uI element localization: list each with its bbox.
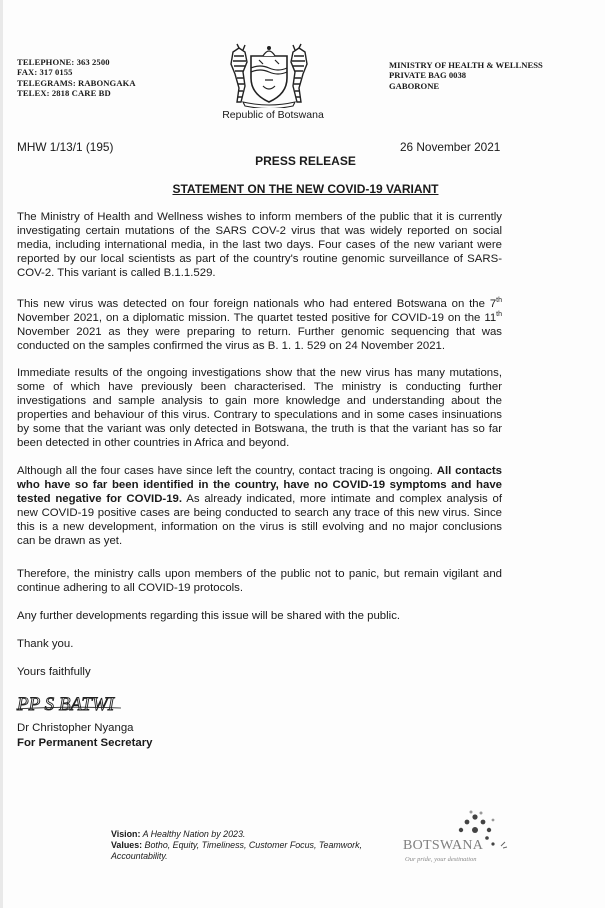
vision-line <box>111 829 401 840</box>
values-text: Botho, Equity, Timeliness, Customer Focus, Teamwork, Accountability. <box>111 840 362 862</box>
telex-line: TELEX: 2818 CARE BD <box>17 88 111 99</box>
paragraph-investigation: Immediate results of the ongoing investigations show that the new virus has many mutations, some of which have previously been characterised. The ministry is conducting further investigations and sample analysis to gain more knowledge and understanding about the properties and behaviour of this virus. Contrary to speculations and in some cases insinuations by some that the variant was only detected in Botswana, the truth is that the variant has so far been detected in other countries in Africa and beyond. <box>17 367 502 450</box>
coat-of-arms-icon <box>219 42 319 108</box>
footer-vision-values <box>111 829 401 863</box>
signer-name: Dr Christopher Nyanga <box>17 722 134 734</box>
paragraph-intro: The Ministry of Health and Wellness wishes to inform members of the public that it is currently investigating certain mutations of the SARS COV-2 virus that was widely reported on social media, including international media, in the last two days. Four cases of the new variant were reported by our local scientists as part of the country's routine genomic surveillance of SARS-COV-2. This variant is called B.1.1.529. <box>17 211 502 280</box>
ordinal-suffix: th <box>496 297 502 305</box>
statement-title: STATEMENT ON THE NEW COVID-19 VARIANT <box>172 182 439 196</box>
press-release-heading: PRESS RELEASE <box>255 154 356 168</box>
brand-wordmark: BOTSWANA <box>403 838 484 853</box>
brand-tagline: Our pride, your destination <box>405 856 477 863</box>
ministry-address <box>389 60 543 91</box>
reference-number: MHW 1/13/1 (195) <box>17 140 114 154</box>
paragraph-contact-tracing-part-1: Although all the four cases have since left the country, contact tracing is ongoing. <box>17 465 437 477</box>
paragraph-contact-tracing-emphasis: All contacts who have so far been identified in the country, have no COVID-19 symptoms and have tested negative for COVID-19. <box>17 465 502 506</box>
private-bag: PRIVATE BAG 0038 <box>389 70 467 81</box>
paragraph-further-developments: Any further developments regarding this issue will be shared with the public. <box>17 610 401 622</box>
paragraph-detection-part-1: This new virus was detected on four foreign nationals who had entered Botswana on the 7 <box>17 298 497 310</box>
paragraph-detection <box>17 297 502 353</box>
fax-line: FAX: 317 0155 <box>17 67 73 78</box>
paragraph-detection-part-2: November 2021, on a diplomatic mission. The quartet tested positive for COVID-19 on the 11 <box>17 312 497 325</box>
city: GABORONE <box>389 80 440 91</box>
signer-role: For Permanent Secretary <box>17 737 153 749</box>
paragraph-detection-part-3: November 2021 as they were preparing to return. Further genomic sequencing that was conducted on the samples confirmed the virus as B. 1. 1. 529 on 24 November 2021. <box>17 326 502 353</box>
paragraph-contact-tracing <box>17 464 502 549</box>
yours-faithfully: Yours faithfully <box>17 666 91 678</box>
telephone-line: TELEPHONE: 363 2500 <box>17 57 110 67</box>
signature <box>13 688 128 718</box>
signature-text: PP S BATWI <box>17 694 115 715</box>
vision-text: A Healthy Nation by 2023. <box>140 829 246 839</box>
paragraph-appeal: Therefore, the ministry calls upon members of the public not to panic, but remain vigilant and continue adhering to all COVID-19 protocols. <box>17 568 502 595</box>
ordinal-suffix: th <box>496 311 502 319</box>
release-date: 26 November 2021 <box>400 140 501 154</box>
values-label: Values: <box>111 840 143 851</box>
paragraph-contact-tracing-part-2: As already indicated, more intimate and complex analysis of new COVID-19 positive cases are being conducted to search any trace of this new virus. Since this is a new development, information on the virus is still evolving and no major conclusions can be drawn as yet. <box>17 493 502 548</box>
ministry-name: MINISTRY OF HEALTH & WELLNESS <box>389 60 543 70</box>
crest-caption: Republic of Botswana <box>222 109 324 121</box>
values-line <box>111 840 401 862</box>
vision-label: Vision: <box>111 829 141 839</box>
thank-you: Thank you. <box>17 638 74 650</box>
contact-details <box>17 57 136 99</box>
telegrams-line: TELEGRAMS: RABONGAKA <box>17 77 136 88</box>
